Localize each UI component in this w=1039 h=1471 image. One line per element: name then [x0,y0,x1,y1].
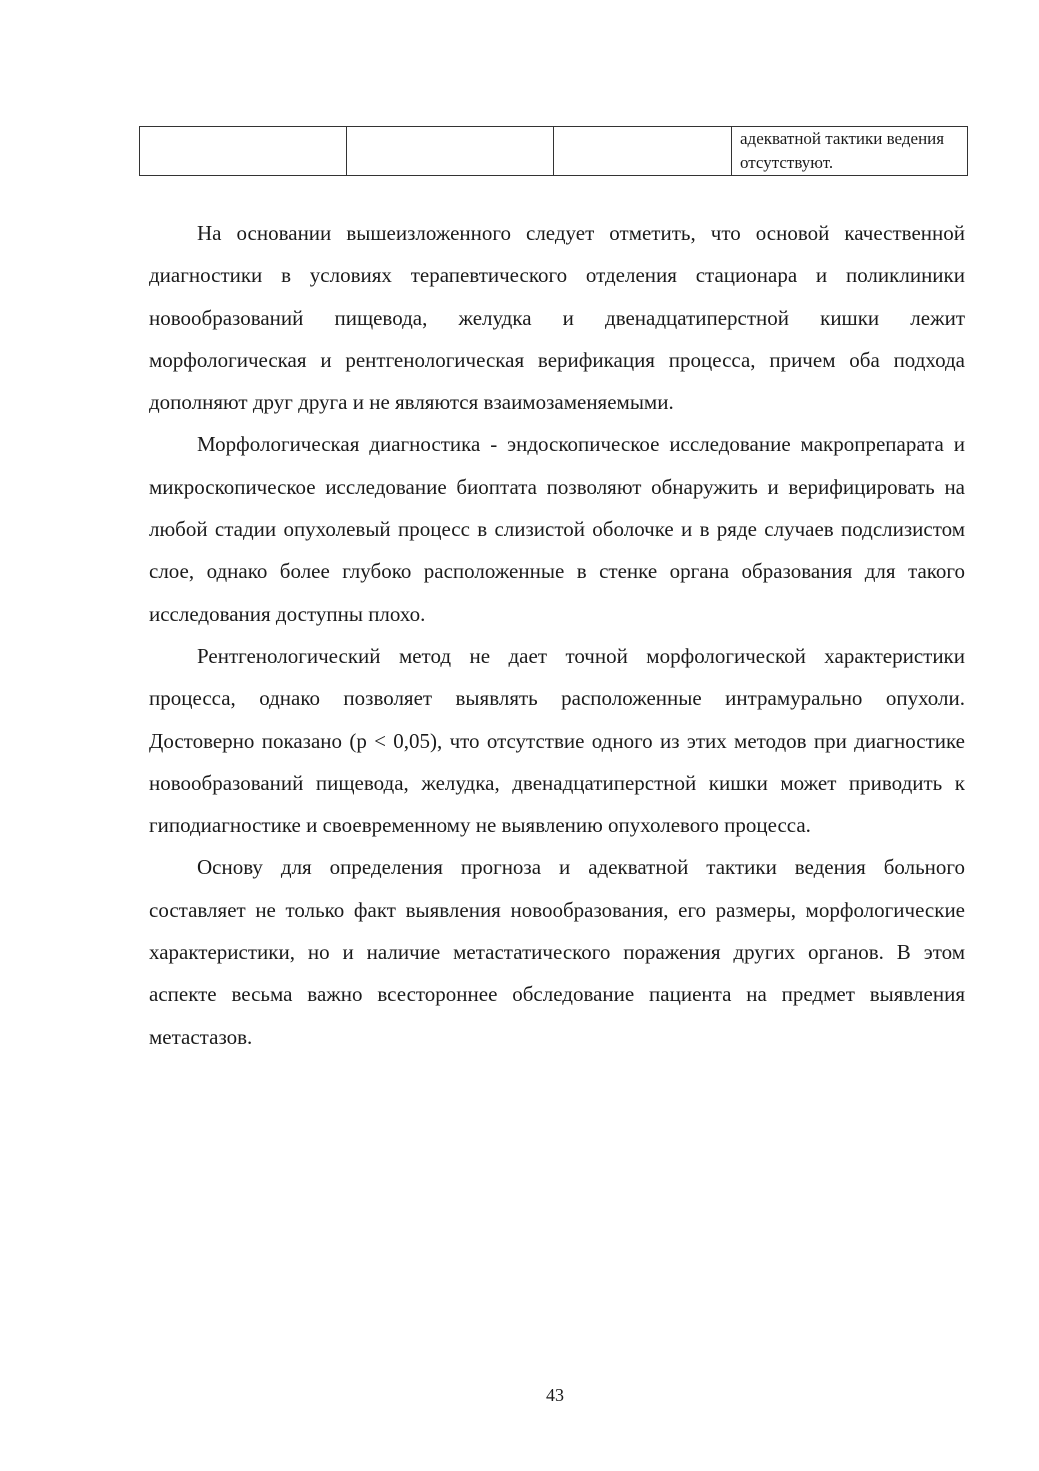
table-cell [347,127,554,176]
page-number: 43 [546,1385,564,1405]
paragraph: Основу для определения прогноза и адекватной тактики ведения больного составляет не только факт выявления новообразования, его размеры, морфологические характеристики, но и наличие метастатического поражения других органов. В этом аспекте весьма важно всестороннее обследование пациента на предмет выявления метастазов. [149,855,965,1049]
continued-table [139,126,968,176]
table-cell: адекватной тактики ведения отсутствуют. [732,127,968,176]
table-cell [554,127,732,176]
paragraph: Морфологическая диагностика - эндоскопическое исследование макропрепарата и микроскопическое исследование биоптата позволяют обнаружить и верифицировать на любой стадии опухолевый процесс в слизистой оболочке и в ряде случаев подслизистом слое, однако более глубоко расположенные в стенке органа образования для такого исследования доступны плохо. [149,432,965,626]
table-row [140,127,968,176]
paragraph: Рентгенологический метод не дает точной морфологической характеристики процесса, однако позволяет выявлять расположенные интрамурально опухоли. Достоверно показано (р < 0,05), что отсутствие одного из этих методов при диагностике новообразований пищевода, желудка, двенадцатиперстной кишки может приводить к гиподиагностике и своевременному не выявлению опухолевого процесса. [149,643,965,838]
body-text [149,212,965,1058]
paragraph: На основании вышеизложенного следует отметить, что основой качественной диагностики в условиях терапевтического отделения стационара и поликлиники новообразований пищевода, желудка и двенадцатиперстной кишки лежит морфологическая и рентгенологическая верификация процесса, причем оба подхода дополняют друг друга и не являются взаимозаменяемыми. [149,221,965,415]
table-cell [140,127,347,176]
